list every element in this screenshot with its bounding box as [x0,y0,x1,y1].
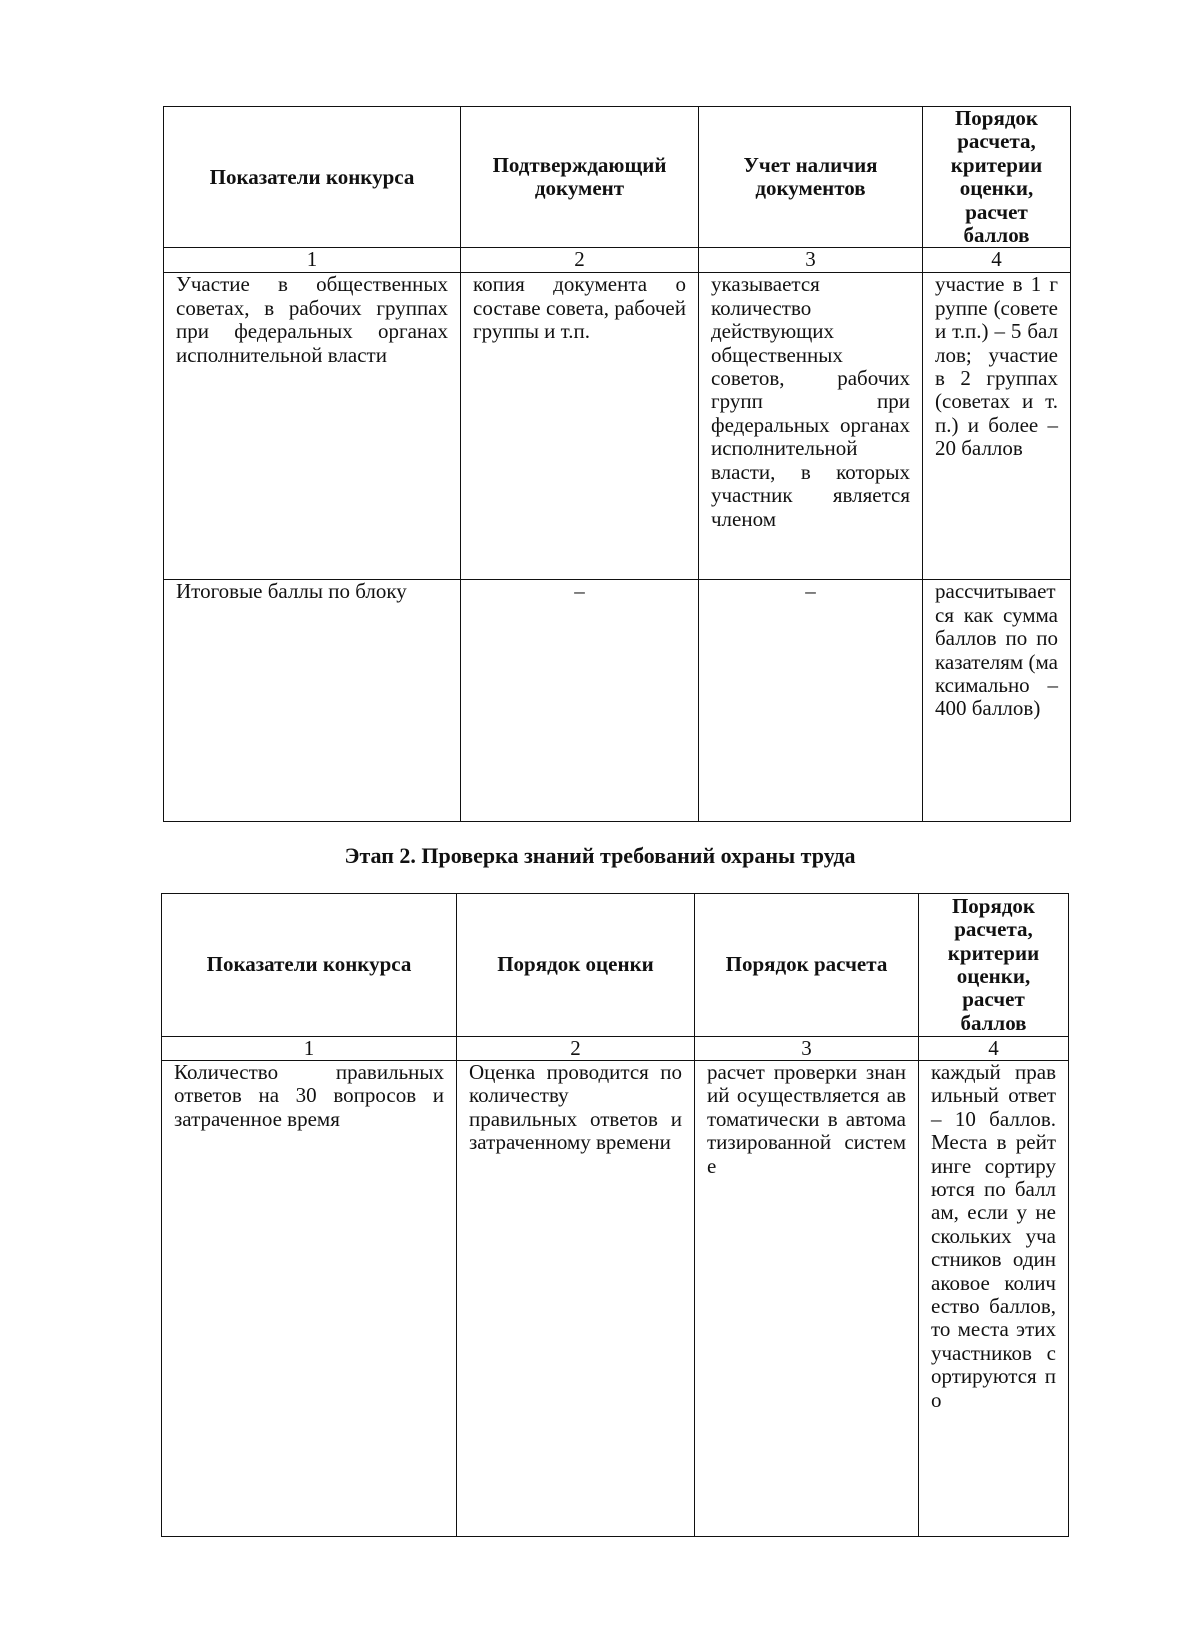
column-number: 1 [162,1037,457,1061]
header-confirming-document: Подтверждающий документ [461,107,699,248]
header-calculation-procedure: Порядок расчета [695,894,919,1037]
cell-calculation-procedure: расчет проверки знаний осуществляется автоматически в автоматизированной системе [695,1061,919,1537]
header-evaluation-order: Порядок оценки [457,894,695,1037]
header-calculation-order: Порядок расчета, критерии оценки, расчет баллов [919,894,1069,1037]
cell-document-accounting: – [699,580,923,822]
column-number: 1 [164,248,461,273]
cell-confirming-document: – [461,580,699,822]
column-number: 3 [699,248,923,273]
cell-calculation-order: участие в 1 группе (совете и т.п.) – 5 баллов; участие в 2 группах (советах и т.п.) и более – 20 баллов [923,273,1071,580]
column-number: 2 [457,1037,695,1061]
column-number: 2 [461,248,699,273]
cell-evaluation-order: Оценка проводится по количеству правильных ответов и затраченному времени [457,1061,695,1537]
table-header-row [162,894,1069,1037]
cell-indicator: Участие в общественных советах, в рабочих группах при федеральных органах исполнительной власти [164,273,461,580]
header-indicators: Показатели конкурса [162,894,457,1037]
cell-indicator: Количество правильных ответов на 30 вопросов и затраченное время [162,1061,457,1537]
table-row [164,580,1071,822]
table-row [162,1061,1069,1537]
header-document-accounting: Учет наличия документов [699,107,923,248]
header-calculation-order: Порядок расчета, критерии оценки, расчет баллов [923,107,1071,248]
stage-title: Этап 2. Проверка знаний требований охраны труда [344,843,856,868]
cell-indicator: Итоговые баллы по блоку [164,580,461,822]
cell-confirming-document: копия документа о составе совета, рабочей группы и т.п. [461,273,699,580]
header-indicators: Показатели конкурса [164,107,461,248]
table-header-row [164,107,1071,248]
cell-calculation-order: каждый правильный ответ – 10 баллов. Места в рейтинге сортируются по баллам, если у нескольких участников одинаковое количество баллов, то места этих участников сортируются по [919,1061,1069,1537]
column-number: 4 [919,1037,1069,1061]
column-number-row [164,248,1071,273]
table-knowledge-check [161,893,1069,1537]
column-number-row [162,1037,1069,1061]
cell-document-accounting: указывается количество действующих общественных советов, рабочих групп при федеральных органах исполнительной власти, в которых участник является членом [699,273,923,580]
column-number: 4 [923,248,1071,273]
column-number: 3 [695,1037,919,1061]
table-row [164,273,1071,580]
cell-calculation-order: рассчитывается как сумма баллов по показателям (максимально – 400 баллов) [923,580,1071,822]
table-competition-indicators [163,106,1071,822]
